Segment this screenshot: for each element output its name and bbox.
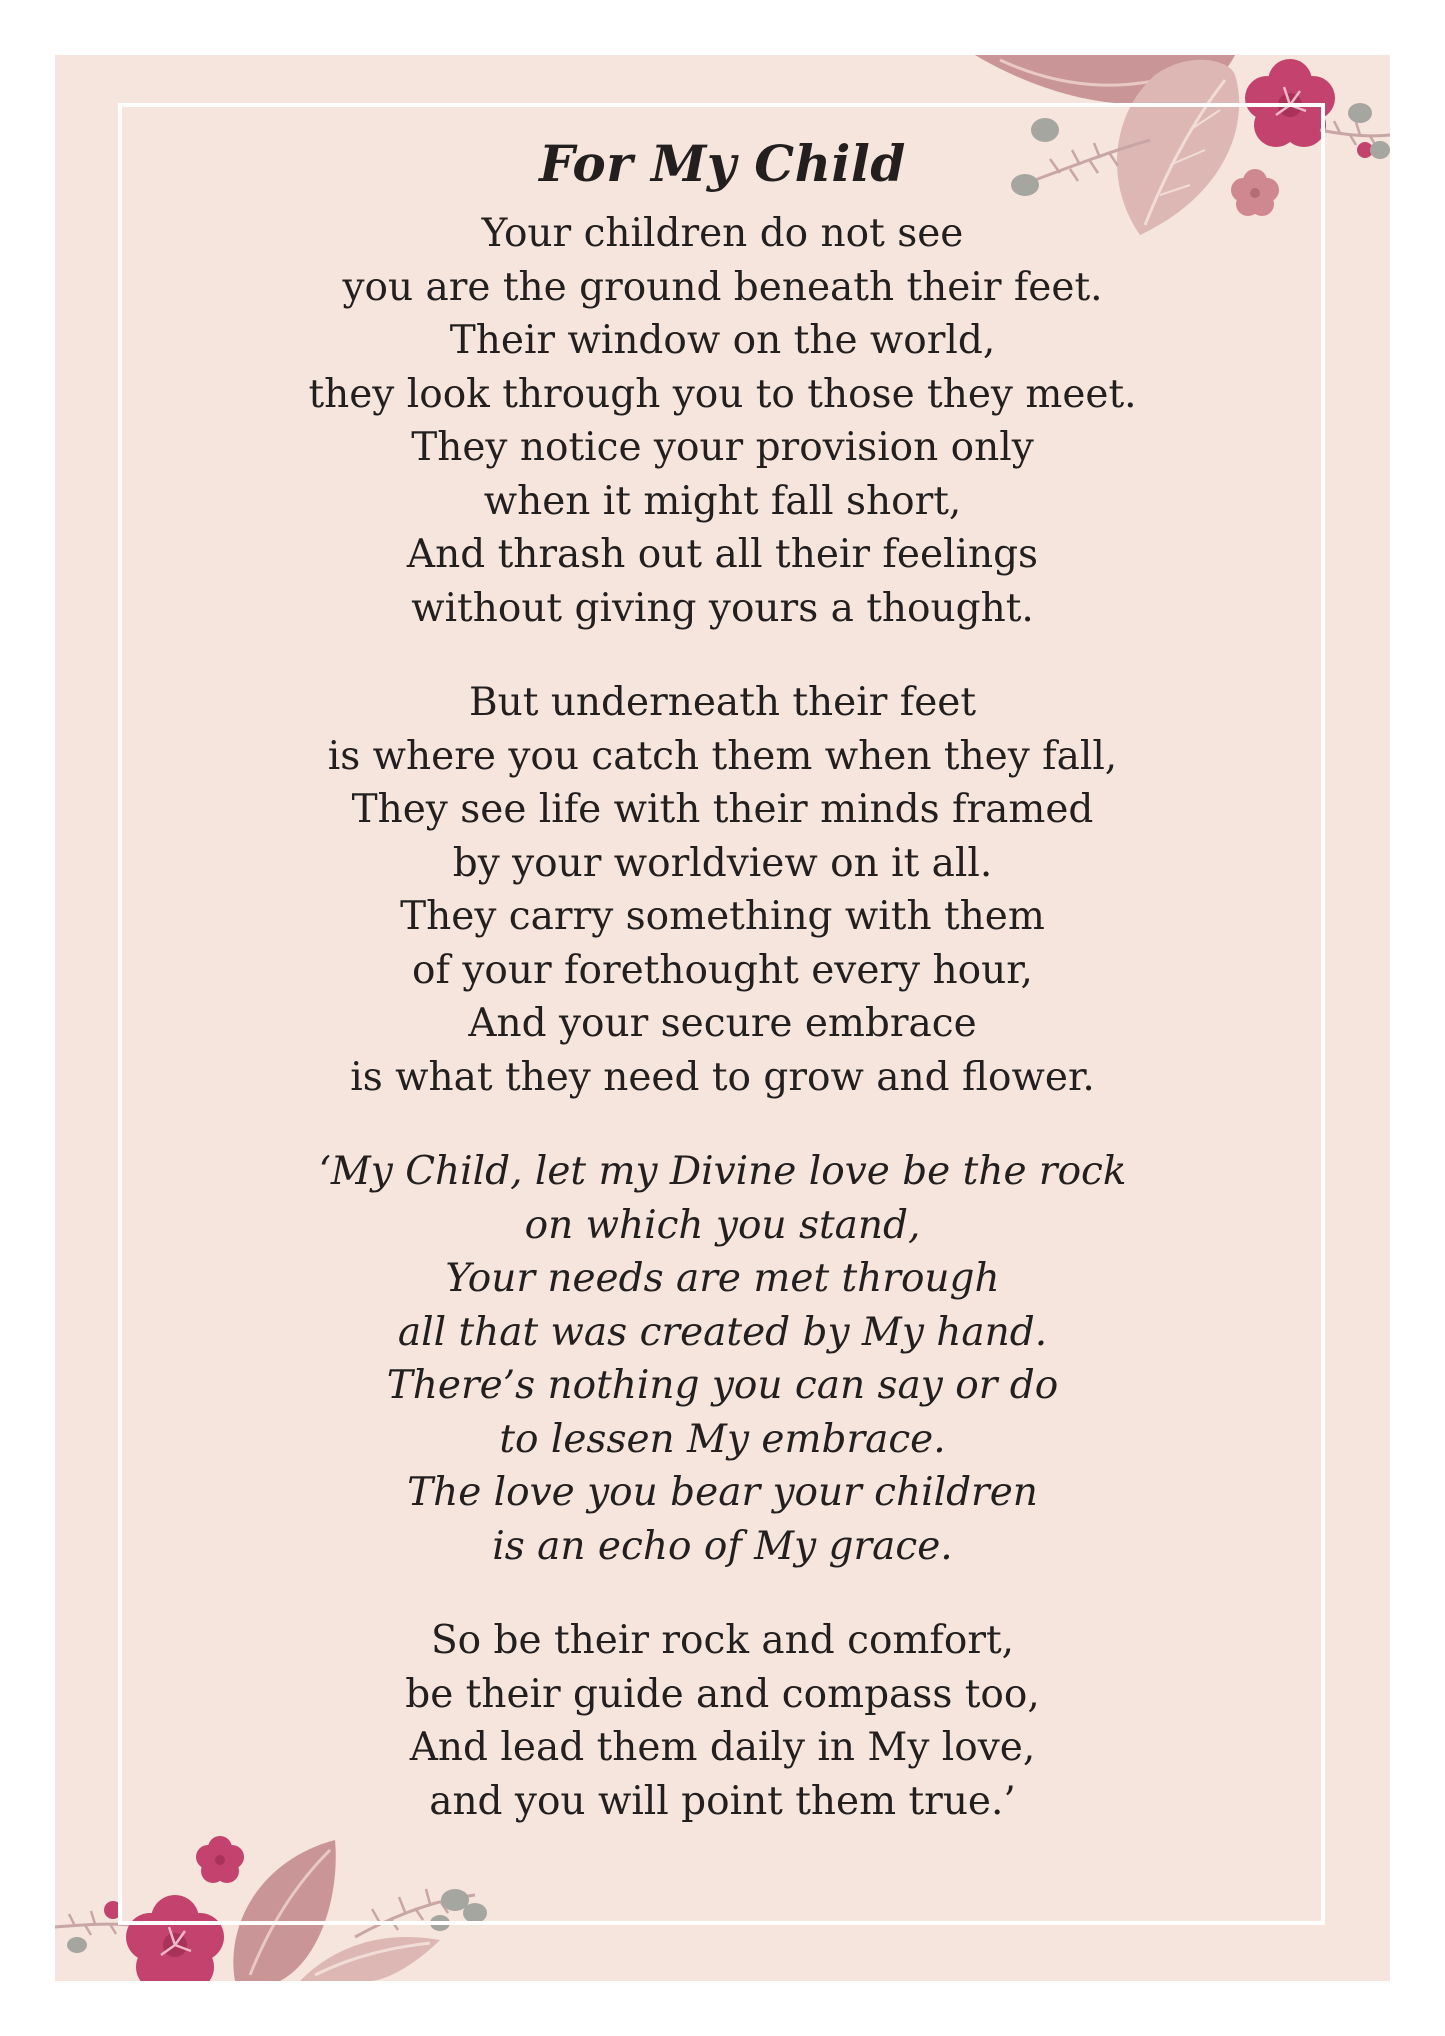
stanza-1 — [175, 207, 1270, 635]
poem-line: of your forethought every hour, — [412, 947, 1033, 993]
poem-line: is where you catch them when they fall, — [327, 733, 1118, 779]
poem-line: Your needs are met through — [445, 1256, 1000, 1301]
poem-line: And thrash out all their feelings — [406, 532, 1039, 577]
poem-line: is what they need to grow and flower. — [350, 1054, 1095, 1100]
poem — [175, 133, 1270, 1869]
poem-line: They notice your provision only — [411, 425, 1034, 470]
poem-line: So be their rock and comfort, — [430, 1618, 1015, 1663]
poem-line: Their window on the world, — [449, 318, 996, 363]
poem-line: They see life with their minds framed — [351, 787, 1094, 832]
poem-line: They carry something with them — [400, 894, 1045, 939]
poem-line: The love you bear your children — [407, 1470, 1038, 1515]
poem-line: be their guide and compass too, — [405, 1671, 1040, 1717]
poem-title: For My Child — [539, 134, 906, 193]
poem-line: and you will point them true.’ — [429, 1778, 1016, 1824]
poem-line: But underneath their feet — [468, 680, 977, 725]
poem-line: by your worldview on it all. — [452, 840, 993, 886]
poem-line: Your children do not see — [481, 211, 964, 256]
poem-line: all that was created by My hand. — [397, 1309, 1048, 1355]
poem-line: you are the ground beneath their feet. — [342, 264, 1103, 310]
poem-line: on which you stand, — [524, 1202, 921, 1248]
poem-line: And your secure embrace — [468, 1001, 977, 1046]
poem-line: is an echo of My grace. — [492, 1523, 953, 1569]
leaf-icon — [300, 1937, 440, 1981]
poem-card — [55, 55, 1390, 1981]
stanza-4 — [175, 1614, 1270, 1828]
leaf-icon — [975, 55, 1235, 104]
stanza-3 — [175, 1145, 1270, 1573]
poem-line: without giving yours a thought. — [411, 585, 1034, 631]
poem-body — [175, 207, 1270, 1828]
poem-line: when it might fall short, — [483, 478, 962, 524]
sprig-icon — [1320, 103, 1390, 159]
poem-line: There’s nothing you can say or do — [386, 1363, 1059, 1408]
poem-line: ‘My Child, let my Divine love be the rock — [318, 1149, 1127, 1194]
poem-line: to lessen My embrace. — [499, 1416, 946, 1462]
stanza-2 — [175, 676, 1270, 1104]
poem-line: they look through you to those they meet. — [308, 371, 1137, 417]
poem-line: And lead them daily in My love, — [409, 1725, 1036, 1770]
